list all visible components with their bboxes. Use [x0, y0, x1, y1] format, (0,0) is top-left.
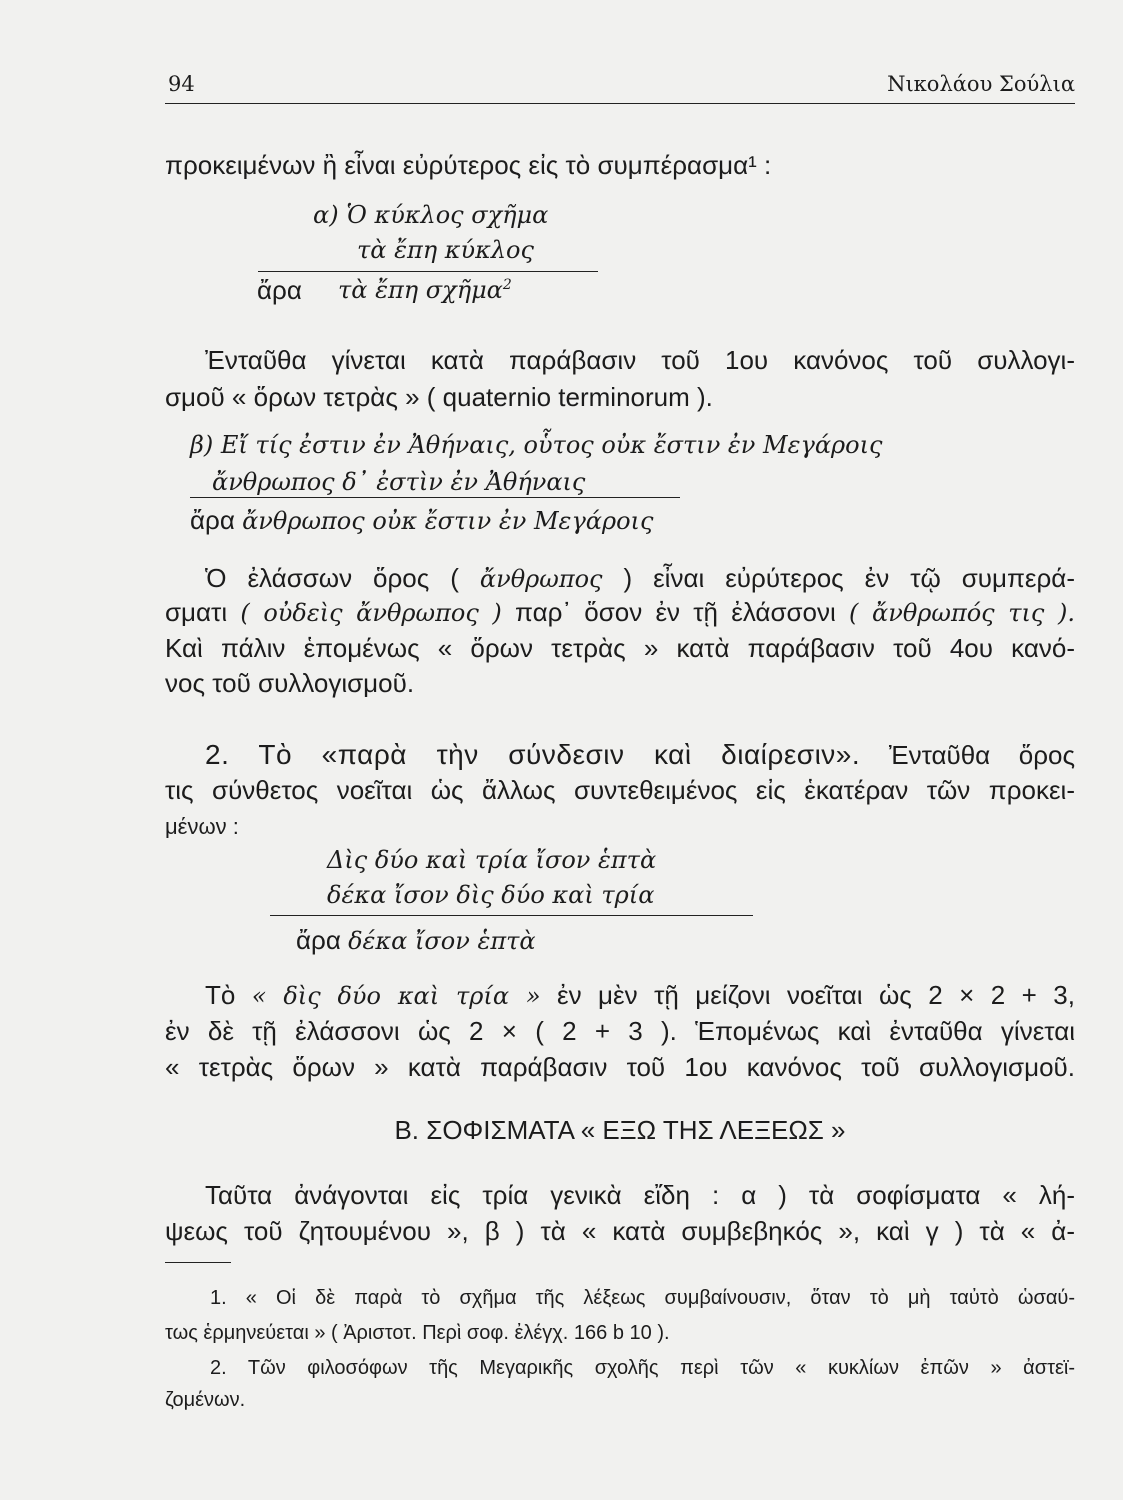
text: ἐν μὲν τῇ μείζονι νοεῖται ὡς 2 × 2 + 3, [557, 980, 1075, 1010]
example-a-premise-major: α) Ὁ κύκλος σχῆμα [313, 201, 549, 229]
text: Τὸ [205, 980, 236, 1010]
header-rule [165, 103, 1075, 104]
example-c-premise-minor: δέκα ἴσον δὶς δύο καὶ τρία [327, 881, 655, 909]
section-heading: Β. ΣΟΦΙΣΜΑΤΑ « ΕΞΩ ΤΗΣ ΛΕΞΕΩΣ » [394, 1115, 846, 1145]
footnote-1-cont: τως ἑρμηνεύεται » ( Ἀριστοτ. Περὶ σοφ. ἐλέγχ. 166 b 10 ). [165, 1322, 670, 1344]
italic-text: « δὶς δύο καὶ τρία » [251, 982, 541, 1010]
italic-text: ( οὐδεὶς ἄνθρωπος ) [240, 599, 502, 627]
text: σματι [165, 597, 228, 627]
text: ) εἶναι εὐρύτερος ἐν τῷ συμπερά- [623, 563, 1075, 593]
footnote-ref: 2 [502, 277, 512, 293]
example-b-conclusion [190, 502, 653, 538]
paragraph-line [165, 594, 1075, 630]
syllogism-rule [190, 497, 680, 498]
conclusion-text: τὰ ἔπη σχῆμα [338, 276, 503, 304]
example-c-premise-major: Δὶς δύο καὶ τρία ἴσον ἑπτὰ [327, 846, 657, 874]
conclusion-label: ἄρα [296, 925, 341, 955]
example-b-premise-major: β) Εἴ τίς ἐστιν ἐν Ἀθήναις, οὗτος οὐκ ἔστιν ἐν Μεγάροις [190, 431, 883, 459]
italic-text: ἄνθρωπος [479, 565, 603, 593]
paragraph-line: Καὶ πάλιν ἑπομένως « ὅρων τετρὰς » κατὰ παράβασιν τοῦ 4ου κανό- [165, 633, 1075, 663]
paragraph-line: Ταῦτα ἀνάγονται εἰς τρία γενικὰ εἴδη : α ) τὰ σοφίσματα « λή- [205, 1180, 1075, 1210]
text: Ἐνταῦθα ὅρος [888, 740, 1075, 770]
paragraph-line: ψεως τοῦ ζητουμένου », β ) τὰ « κατὰ συμβεβηκός », καὶ γ ) τὰ « ἀ- [165, 1216, 1075, 1246]
text: παρ᾽ ὅσον ἐν τῇ ἐλάσσονι [515, 597, 836, 627]
page-number: 94 [168, 72, 195, 96]
conclusion-label: ἄρα [190, 505, 235, 535]
text: Ὁ ἐλάσσων ὅρος ( [205, 563, 459, 593]
paragraph-line [205, 560, 1075, 596]
paragraph-line: μένων : [165, 814, 239, 839]
paragraph-line [205, 977, 1075, 1013]
paragraph-line: ἐν δὲ τῇ ἐλάσσονι ὡς 2 × ( 2 + 3 ). Ἑπομένως καὶ ἐνταῦθα γίνεται [165, 1016, 1075, 1046]
paragraph-line: Ἐνταῦθα γίνεται κατὰ παράβασιν τοῦ 1ου κανόνος τοῦ συλλογι- [205, 345, 1075, 375]
example-a-conclusion-label: ἄρα [257, 275, 302, 305]
subsection-title: 2. Τὸ «παρὰ τὴν σύνδεσιν καὶ διαίρεσιν». [205, 739, 861, 770]
paragraph-line: « τετρὰς ὅρων » κατὰ παράβασιν τοῦ 1ου κανόνος τοῦ συλλογισμοῦ. [165, 1052, 1075, 1082]
paragraph-line: τις σύνθετος νοεῖται ὡς ἄλλως συντεθειμένος εἰς ἑκατέραν τῶν προκει- [165, 775, 1075, 805]
footnote-1: 1. « Οἱ δὲ παρὰ τὸ σχῆμα τῆς λέξεως συμβαίνουσιν, ὅταν τὸ μὴ ταὐτὸ ὡσαύ- [210, 1287, 1075, 1309]
conclusion-text: ἄνθρωπος οὐκ ἔστιν ἐν Μεγάροις [242, 507, 654, 535]
paragraph-line [205, 737, 1075, 773]
example-c-conclusion [296, 922, 536, 958]
footnote-rule [165, 1262, 231, 1263]
paragraph-line: νος τοῦ συλλογισμοῦ. [165, 668, 415, 698]
paragraph-line: προκειμένων ἢ εἶναι εὐρύτερος εἰς τὸ συμπέρασμα¹ : [165, 150, 772, 180]
example-b-premise-minor: ἄνθρωπος δ᾽ ἐστὶν ἐν Ἀθήναις [212, 468, 586, 496]
footnote-2: 2. Τῶν φιλοσόφων τῆς Μεγαρικῆς σχολῆς περὶ τῶν « κυκλίων ἐπῶν » ἀστεϊ- [210, 1357, 1075, 1379]
running-title: Νικολάου Σούλια [887, 72, 1075, 96]
example-a-conclusion [338, 272, 512, 308]
conclusion-text: δέκα ἴσον ἑπτὰ [348, 927, 536, 955]
footnote-2-cont: ζομένων. [165, 1389, 246, 1411]
syllogism-rule [270, 915, 753, 916]
paragraph-line: σμοῦ « ὅρων τετρὰς » ( quaternio terminorum ). [165, 382, 713, 412]
example-a-premise-minor: τὰ ἔπη κύκλος [357, 236, 534, 264]
italic-text: ( ἄνθρωπός τις ). [849, 599, 1075, 627]
